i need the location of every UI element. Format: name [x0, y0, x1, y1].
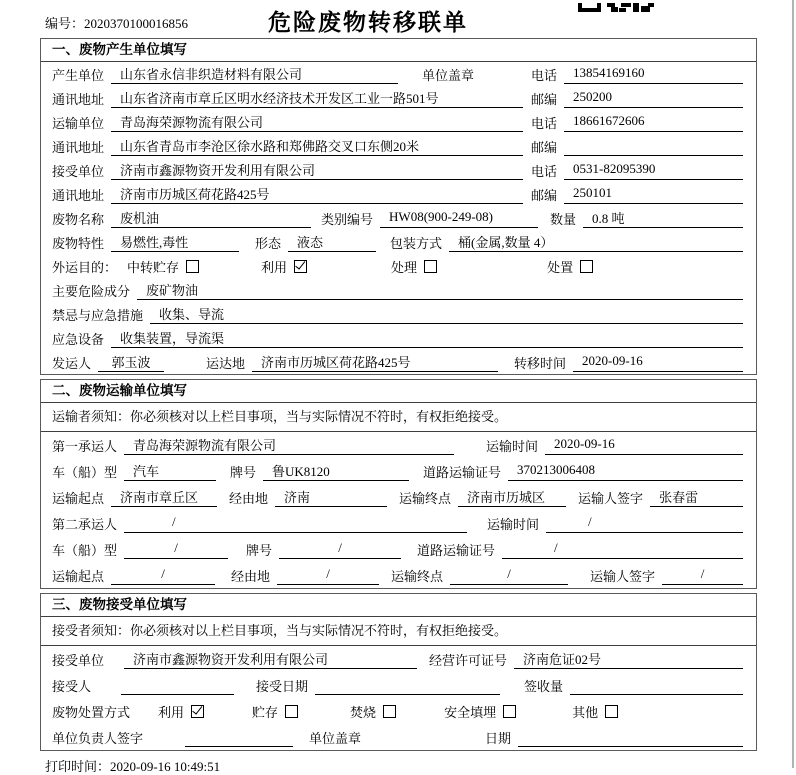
phone-label: 电话 [531, 163, 558, 179]
phone-label: 电话 [531, 115, 558, 131]
carrier-sign-label: 运输人签字 [590, 568, 656, 584]
zip-label: 邮编 [531, 91, 558, 107]
section-producer [40, 38, 757, 375]
waste-name-label: 废物名称 [52, 211, 105, 227]
transporter-notice: 运输者须知：你必须核对以上栏目事项，当与实际情况不符时，有权拒绝接受。 [41, 403, 756, 432]
transport-time-2-value: / [546, 514, 743, 533]
plate-number-label: 牌号 [246, 542, 273, 558]
road-license-value: 370213006408 [508, 462, 743, 481]
emergency-equipment-value: 收集装置，导流渠 [111, 329, 743, 348]
responsible-sign-label: 单位负责人签字 [52, 730, 144, 746]
form-value: 液态 [288, 233, 376, 252]
date-label: 日期 [485, 730, 512, 746]
packaging-label: 包装方式 [390, 235, 443, 251]
row-waste-name [41, 206, 756, 230]
waste-name-value: 废机油 [111, 209, 311, 228]
row-receiver-address [41, 182, 756, 206]
plate-number-value: 鲁UK8120 [263, 462, 409, 481]
zip-label: 邮编 [531, 139, 558, 155]
option-other-label: 其他 [572, 704, 599, 720]
emergency-equipment-label: 应急设备 [52, 331, 105, 347]
section3-title: 三、废物接受单位填写 [41, 594, 756, 617]
characteristics-value: 易燃性,毒性 [111, 233, 239, 252]
unit-seal-label: 单位盖章 [309, 730, 362, 746]
producer-zip-value: 250200 [564, 89, 743, 108]
acceptor-value [121, 676, 234, 695]
quantity-label: 数量 [550, 211, 577, 227]
origin-2-value: / [111, 566, 215, 585]
row-disposal-method [41, 698, 756, 724]
serial-label: 编号： [45, 16, 85, 31]
print-time-line [45, 756, 796, 775]
print-time-value: 2020-09-16 10:49:51 [110, 759, 221, 774]
serial-value: 2020370100016856 [84, 16, 189, 31]
row-emergency-equipment [41, 326, 756, 350]
vehicle-type-label: 车（船）型 [52, 542, 118, 558]
row-accepting-unit [41, 646, 756, 672]
producer-address-value: 山东省济南市章丘区明水经济技术开发区工业一路501号 [111, 89, 523, 108]
category-code-label: 类别编号 [321, 211, 374, 227]
option-treat-label: 处理 [391, 259, 418, 275]
carrier-sign-2-value: / [662, 566, 743, 585]
section2-title: 二、废物运输单位填写 [41, 380, 756, 403]
receiver-address-value: 济南市历城区荷花路425号 [111, 185, 523, 204]
permit-number-label: 经营许可证号 [429, 652, 508, 668]
row-acceptor [41, 672, 756, 698]
via-label: 经由地 [231, 568, 271, 584]
road-license-2-value: / [502, 540, 743, 559]
checkbox-disposal-other [605, 705, 618, 718]
first-carrier-value: 青岛海荣源物流有限公司 [124, 436, 454, 455]
receiver-label: 接受单位 [52, 163, 105, 179]
second-carrier-label: 第二承运人 [52, 516, 118, 532]
accept-date-value [315, 676, 500, 695]
vehicle-type-label: 车（船）型 [52, 464, 118, 480]
vehicle-type-2-value: / [124, 540, 228, 559]
end-point-label: 运输终点 [399, 490, 452, 506]
row-main-hazard [41, 278, 756, 302]
row-producer-address [41, 86, 756, 110]
checkbox-utilize [294, 260, 307, 273]
acceptor-label: 接受人 [52, 678, 92, 694]
destination-label: 运达地 [206, 355, 246, 371]
via-value: 济南 [275, 488, 387, 507]
via-label: 经由地 [229, 490, 269, 506]
packaging-value: 桶(金属,数量 4） [449, 233, 743, 252]
option-landfill-label: 安全填埋 [444, 704, 497, 720]
checkbox-treat [424, 260, 437, 273]
row-responsible-signature [41, 724, 756, 750]
transfer-time-label: 转移时间 [514, 355, 567, 371]
option-incinerate-label: 焚烧 [350, 704, 377, 720]
receiver-value: 济南市鑫源物资开发利用有限公司 [111, 161, 523, 180]
received-quantity-value [570, 676, 743, 695]
row-waste-characteristics [41, 230, 756, 254]
zip-label: 邮编 [531, 187, 558, 203]
row-first-carrier [41, 432, 756, 458]
receiver-notice: 接受者须知：你必须核对以上栏目事项，当与实际情况不符时，有权拒绝接受。 [41, 617, 756, 646]
producer-phone-value: 13854169160 [564, 65, 743, 84]
road-license-label: 道路运输证号 [423, 464, 502, 480]
transfer-purpose-label: 外运目的： [52, 259, 118, 275]
origin-label: 运输起点 [52, 568, 105, 584]
section-receiver [40, 593, 757, 751]
checkbox-disposal-incinerate [383, 705, 396, 718]
transfer-time-value: 2020-09-16 [573, 353, 743, 372]
via-2-value: / [277, 566, 379, 585]
carrier-sign-value: 张春雷 [650, 488, 743, 507]
category-code-value: HW08(900-249-08) [380, 209, 538, 228]
producer-label: 产生单位 [52, 67, 105, 83]
receiver-phone-value: 0531-82095390 [564, 161, 743, 180]
transport-time-value: 2020-09-16 [545, 436, 743, 455]
row-transporter [41, 110, 756, 134]
address-label: 通讯地址 [52, 91, 105, 107]
checkbox-disposal-landfill [503, 705, 516, 718]
option-utilize-label: 利用 [261, 259, 288, 275]
transporter-address-value: 山东省青岛市李沧区徐水路和郑佛路交叉口东侧20米 [111, 137, 523, 156]
row-vehicle-2 [41, 536, 756, 562]
main-hazard-value: 废矿物油 [137, 281, 743, 300]
road-license-label: 道路运输证号 [417, 542, 496, 558]
phone-label: 电话 [531, 67, 558, 83]
row-shipper [41, 350, 756, 374]
option-utilize-label: 利用 [158, 704, 185, 720]
accepting-unit-label: 接受单位 [52, 652, 105, 668]
row-route-2 [41, 562, 756, 588]
row-transfer-purpose [41, 254, 756, 278]
address-label: 通讯地址 [52, 139, 105, 155]
row-vehicle-1 [41, 458, 756, 484]
document-header [0, 0, 796, 38]
section1-title: 一、废物产生单位填写 [41, 39, 756, 62]
precautions-label: 禁忌与应急措施 [52, 307, 144, 323]
transport-time-label: 运输时间 [487, 516, 540, 532]
address-label: 通讯地址 [52, 187, 105, 203]
origin-label: 运输起点 [52, 490, 105, 506]
receiver-zip-value: 250101 [564, 185, 743, 204]
characteristics-label: 废物特性 [52, 235, 105, 251]
page-right-edge [792, 0, 794, 768]
first-carrier-label: 第一承运人 [52, 438, 118, 454]
option-store-label: 贮存 [252, 704, 279, 720]
unit-seal-label: 单位盖章 [422, 67, 475, 83]
second-carrier-value: / [124, 514, 467, 533]
accept-date-label: 接受日期 [256, 678, 309, 694]
origin-value: 济南市章丘区 [111, 488, 217, 507]
checkbox-transit-storage [186, 260, 199, 273]
end-point-2-value: / [450, 566, 568, 585]
shipper-label: 发运人 [52, 355, 92, 371]
row-second-carrier [41, 510, 756, 536]
responsible-sign-value [185, 728, 293, 747]
option-dispose-label: 处置 [547, 259, 574, 275]
page-title: 危险废物转移联单 [268, 9, 468, 35]
plate-number-label: 牌号 [230, 464, 257, 480]
transporter-label: 运输单位 [52, 115, 105, 131]
row-receiver [41, 158, 756, 182]
option-transit-storage-label: 中转贮存 [127, 259, 180, 275]
permit-number-value: 济南危证02号 [514, 650, 743, 669]
section-transporter [40, 379, 757, 589]
print-time-label: 打印时间： [45, 759, 111, 774]
checkbox-dispose [580, 260, 593, 273]
form-label: 形态 [255, 235, 282, 251]
end-point-label: 运输终点 [391, 568, 444, 584]
checkbox-disposal-store [285, 705, 298, 718]
producer-value: 山东省永信非织造材料有限公司 [111, 65, 398, 84]
main-hazard-label: 主要危险成分 [52, 283, 131, 299]
transporter-zip-value [564, 137, 743, 156]
vehicle-type-value: 汽车 [124, 462, 216, 481]
destination-value: 济南市历城区荷花路425号 [252, 353, 498, 372]
plate-number-2-value: / [279, 540, 401, 559]
disposal-method-label: 废物处置方式 [52, 704, 131, 720]
transport-time-label: 运输时间 [486, 438, 539, 454]
carrier-sign-label: 运输人签字 [578, 490, 644, 506]
received-quantity-label: 签收量 [524, 678, 564, 694]
quantity-value: 0.8 吨 [583, 209, 743, 228]
row-transporter-address [41, 134, 756, 158]
row-route-1 [41, 484, 756, 510]
precautions-value: 收集、导流 [150, 305, 743, 324]
row-producer [41, 62, 756, 86]
row-precautions [41, 302, 756, 326]
date-value [518, 728, 743, 747]
accepting-unit-value: 济南市鑫源物资开发利用有限公司 [124, 650, 417, 669]
shipper-value: 郭玉波 [98, 353, 164, 372]
qr-code-icon [578, 0, 654, 16]
transporter-value: 青岛海荣源物流有限公司 [111, 113, 523, 132]
end-point-value: 济南市历城区 [458, 488, 566, 507]
checkbox-disposal-utilize [191, 705, 204, 718]
transporter-phone-value: 18661672606 [564, 113, 743, 132]
